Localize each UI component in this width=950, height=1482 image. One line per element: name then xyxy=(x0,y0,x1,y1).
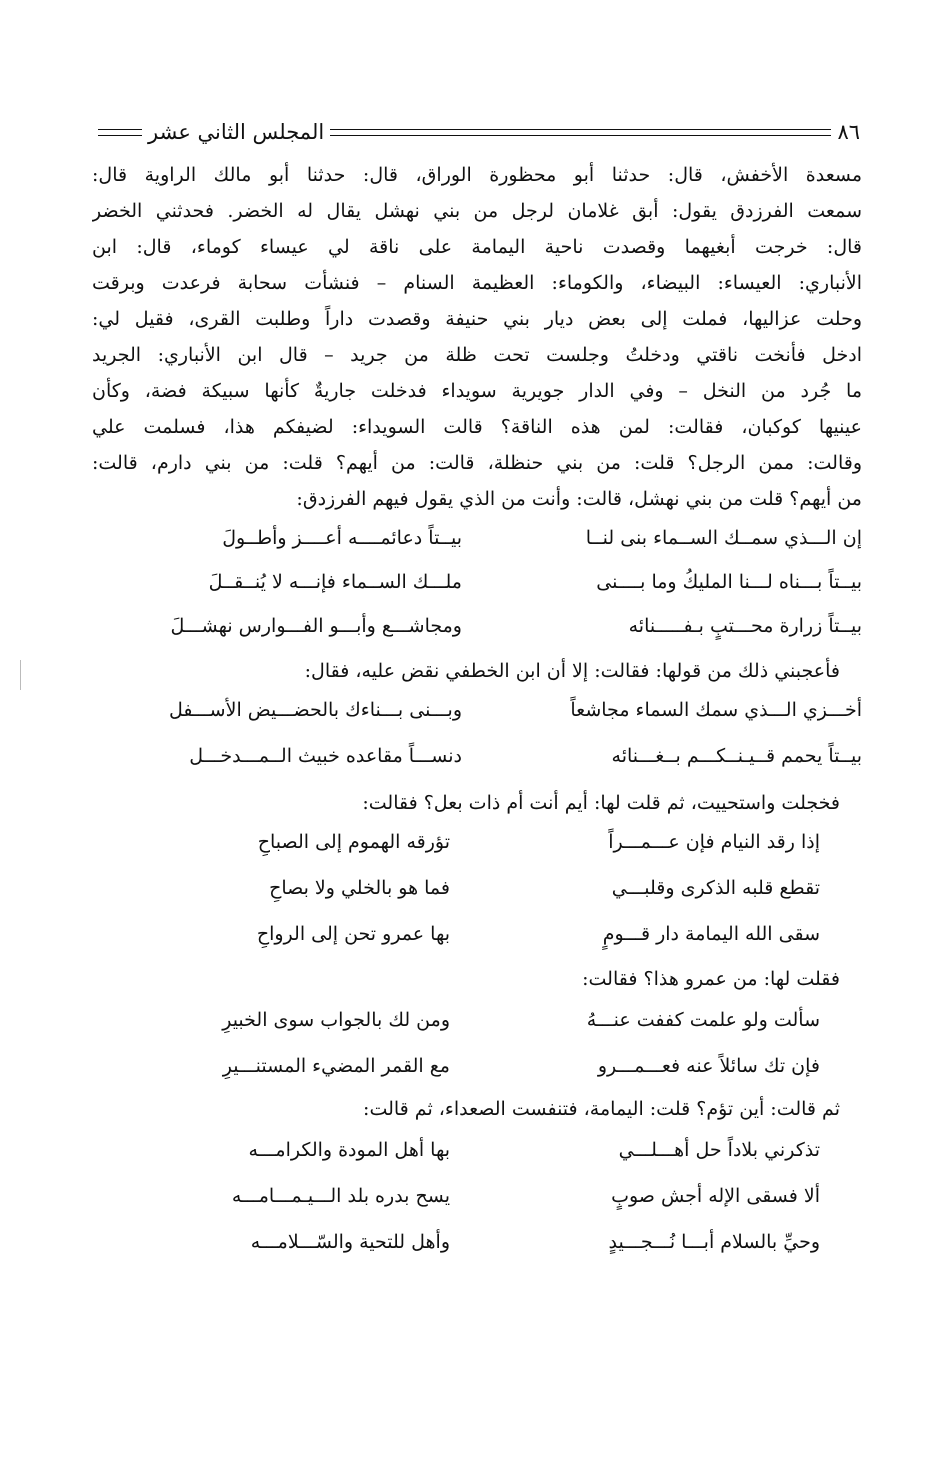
verse-second-hemistich: دنســـاً مقاعده خبيث الــمـــدخـــل xyxy=(189,745,462,767)
verse-second-hemistich: مع القمر المضيء المستنـــيرِ xyxy=(222,1055,450,1077)
verse-first-hemistich: سقى الله اليمامة دار قـــومٍ xyxy=(602,923,820,945)
verse-second-hemistich: ومن لك بالجواب سوى الخبيرِ xyxy=(222,1009,450,1031)
verse-first-hemistich: أخـــزي الـــذي سمك السماء مجاشعاً xyxy=(570,699,862,721)
page-number: ٨٦ xyxy=(837,120,860,144)
verse-second-hemistich: تؤرقه الهموم إلى الصباحِ xyxy=(257,831,450,853)
verse-second-hemistich: يسح بدره بلد الـــيـمـــامـــه xyxy=(231,1185,450,1207)
text-line: من أيهم؟ قلت من بني نهشل، قالت: وأنت من الذي يقول فيهم الفرزدق: xyxy=(296,488,862,510)
verse-second-hemistich: بها عمرو تحن إلى الرواحِ xyxy=(256,923,450,945)
verse-first-hemistich: تذكرني بلاداً حل أهـــلـــي xyxy=(618,1139,820,1161)
verse-second-hemistich: ملـــك الســماء فإنـــه لا يُنــقــلَ xyxy=(208,571,462,593)
text-line: سمعت الفرزدق يقول: أبق غلامان لرجل من بني نهشل يقال له الخضر. فحدثني الخضر xyxy=(92,200,862,222)
text-line: الأنباري: العيساء: البيضاء، والكوماء: العظيمة السنام – فنشأت سحابة فرعدت وبرقت xyxy=(92,272,862,294)
verse-first-hemistich: إذا رقد النيام فإن عـــمـــراً xyxy=(608,831,820,853)
text-line: وحلت عزاليها، فملت إلى بعض ديار بني حنيفة وقصدت داراً وطلبت القرى، فقيل لي: xyxy=(92,308,862,330)
verse-first-hemistich: تقطع قلبه الذكرى وقلبـــي xyxy=(611,877,820,899)
text-line: فخجلت واستحييت، ثم قلت لها: أيم أنت أم ذات بعل؟ فقالت: xyxy=(362,792,840,814)
chapter-title: المجلس الثاني عشر xyxy=(148,120,325,144)
verse-first-hemistich: سألت ولو علمت كففت عنـــهُ xyxy=(586,1009,820,1031)
verse-second-hemistich: بيــتاً دعائمــــه أعــــز وأطــولَ xyxy=(222,527,462,549)
verse-first-hemistich: بيــتاً بـــناه لـــنا المليكُ وما بــــنى xyxy=(596,571,862,593)
verse-first-hemistich: بيــتاً زرارة محـــتبٍ بـفـــــنائه xyxy=(628,615,862,637)
text-line: ادخل فأنخت ناقتي ودخلتُ وجلست تحت ظلة من جريد – قال ابن الأنباري: الجريد xyxy=(92,344,862,366)
header-rule-middle xyxy=(330,129,831,136)
text-line: وقالت: ممن الرجل؟ قلت: من بني حنظلة، قالت: من أيهم؟ قلت: من بني دارم، قالت: xyxy=(92,452,862,474)
text-line: عينيها كوكبان، فقالت: لمن هذه الناقة؟ قالت السويداء: لضيفكم هذا، فسلمت علي xyxy=(92,416,862,438)
verse-first-hemistich: بيــتاً يحمم قــيـنــكـــم بــغـــنائه xyxy=(611,745,862,767)
verse-first-hemistich: وحيِّ بالسلام أبـــا نُـــجـــيدٍ xyxy=(608,1231,820,1253)
text-line: فقلت لها: من عمرو هذا؟ فقالت: xyxy=(582,968,840,990)
text-line: ثم قالت: أين تؤم؟ قلت: اليمامة، فتنفست الصعداء، ثم قالت: xyxy=(363,1098,840,1120)
verse-first-hemistich: ألا فسقى الإله أجش صوبٍ xyxy=(611,1185,820,1207)
verse-second-hemistich: وأهل للتحية والسّـــلامـــه xyxy=(250,1231,450,1253)
verse-second-hemistich: ومجاشـــع وأبـــو الفـــوارس نهشـــلَ xyxy=(170,615,462,637)
verse-second-hemistich: بها أهل المودة والكرامـــه xyxy=(248,1139,450,1161)
text-line: فأعجبني ذلك من قولها: فقالت: إلا أن ابن الخطفي نقض عليه، فقال: xyxy=(304,660,840,682)
verse-first-hemistich: فإن تك سائلاً عنه فعـــمـــرو xyxy=(597,1055,820,1077)
scan-edge-mark xyxy=(20,660,21,690)
verse-second-hemistich: فما هو بالخلي ولا بصاحِ xyxy=(269,877,450,899)
page-header xyxy=(92,112,860,152)
text-line: ما جُرد من النخل – وفي الدار جويرية سويداء فدخلت جاريةٌ كأنها سبيكة فضة، وكأن xyxy=(92,380,862,402)
verse-second-hemistich: وبـــنى بـــناءك بالحضـــيض الأســـفل xyxy=(168,699,462,721)
verse-first-hemistich: إن الـــذي سمــك الســماء بنى لنــا xyxy=(585,527,862,549)
text-line: قال: خرجت أبغيهما وقصدت ناحية اليمامة على ناقة لي عيساء كوماء، قال: ابن xyxy=(92,236,862,258)
header-rule-left xyxy=(98,129,142,136)
text-line: مسعدة الأخفش، قال: حدثنا أبو محظورة الوراق، قال: حدثنا أبو مالك الراوية قال: xyxy=(92,164,862,186)
